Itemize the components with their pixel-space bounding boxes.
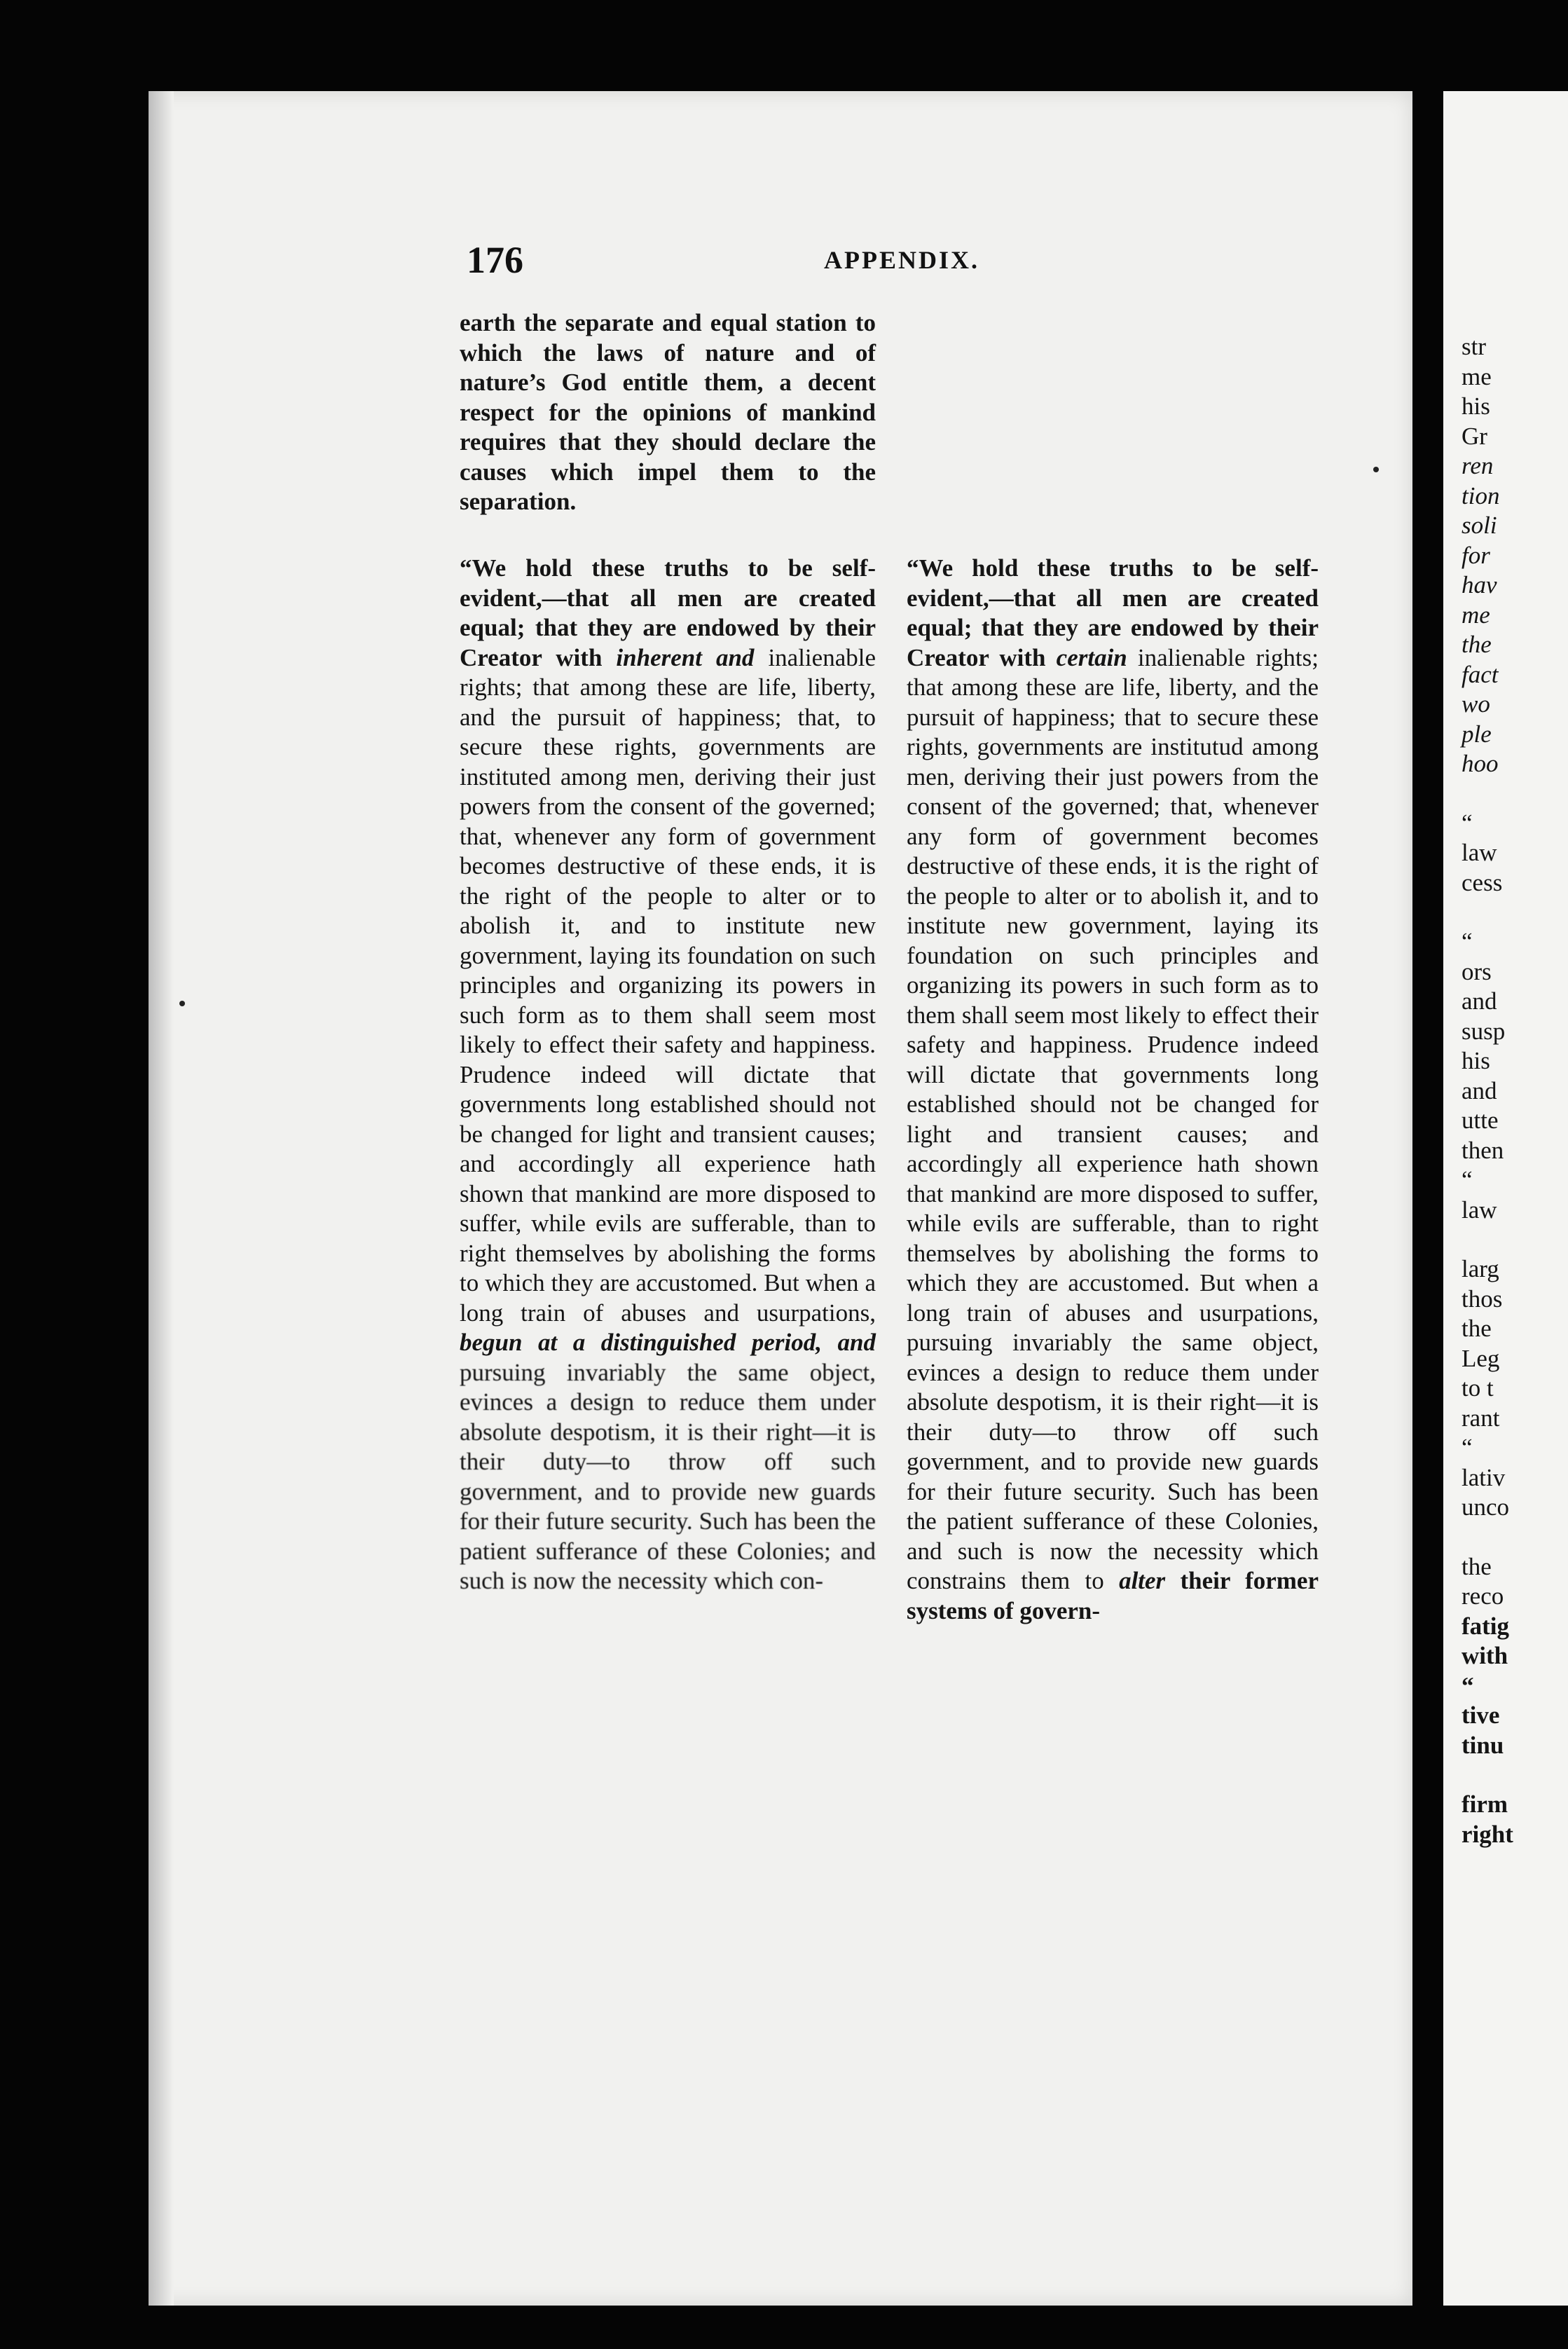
intro-paragraph xyxy=(460,308,876,517)
facing-page-fragment: his xyxy=(1462,1047,1490,1074)
facing-page-fragment: fatig xyxy=(1462,1612,1510,1640)
right-column-lead: “We hold these truths to be self-evident,—that all men are created equal; that they are endowed by their Creator with xyxy=(907,554,1319,671)
facing-page-fragment: tinu xyxy=(1462,1731,1504,1759)
ink-speck xyxy=(179,1001,185,1006)
facing-page-fragment: to t xyxy=(1462,1374,1494,1402)
facing-page-fragment: unco xyxy=(1462,1493,1510,1521)
facing-page-fragment: thos xyxy=(1462,1285,1503,1313)
ink-speck xyxy=(1373,467,1379,472)
facing-page-fragment: the xyxy=(1462,631,1492,658)
facing-page-fragment: right xyxy=(1462,1820,1513,1848)
left-column-part-3: pursuing invariably the same object, evinces a design to reduce them under absolute despotism, it is their right—it is their duty—to throw off such government, and to provide new guards for their future security. Such has been the patient sufferance of these Colonies; and such is now the necessity which con- xyxy=(460,1358,876,1594)
facing-page-fragment: Leg xyxy=(1462,1344,1500,1372)
facing-page-fragment: me xyxy=(1462,362,1492,390)
facing-page-fragment: the xyxy=(1462,1552,1492,1580)
left-column-final-text xyxy=(460,554,876,1596)
facing-page-fragment: soli xyxy=(1462,512,1497,539)
facing-page-fragment: “ xyxy=(1462,1434,1473,1461)
left-column-lead: “We hold these truths to be self-evident,—that all men are created equal; that they are endowed by their Creator with xyxy=(460,554,876,671)
facing-page-fragment: “ xyxy=(1462,928,1473,955)
facing-page-fragment: with xyxy=(1462,1642,1508,1669)
facing-page-fragment: law xyxy=(1462,1196,1497,1224)
right-column-part-2: inalienable rights; that among these are life, liberty, and the pursuit of happiness; that to secure these rights, governments are institutud among men, deriving their just powers from the consent of the governed; that, whenever any form of government becomes destructive of these ends, it is the right of the people to alter or to abolish it, and to institute new government, laying its foundation on such principles and organizing its powers in such form as to them shall seem most likely to effect their safety and happiness. Prudence indeed will dictate that governments long established should not be changed for light and transient causes; and accordingly all experience hath shown that mankind are more disposed to suffer, while evils are sufferable, than to right themselves by abolishing the forms to which they are accustomed. But when a long train of abuses and usurpations, pursuing invariably the same object, evinces a design to reduce them under absolute despotism, it is their right—it is their duty—to throw off such government, and to provide new guards for their future security. Such has been the patient sufferance of these Colonies, and such is now the necessity which constrains them to xyxy=(907,643,1319,1594)
facing-page-fragment: and xyxy=(1462,987,1497,1015)
facing-page-fragment: “ xyxy=(1462,1166,1473,1193)
facing-page-fragment: ors xyxy=(1462,957,1492,985)
right-column-emphasis-1: certain xyxy=(1056,643,1127,671)
facing-page-fragment: hav xyxy=(1462,571,1497,598)
running-head: APPENDIX. xyxy=(824,246,979,274)
facing-page-fragment: firm xyxy=(1462,1790,1508,1818)
facing-page-fragment: tive xyxy=(1462,1701,1500,1729)
facing-page-fragment: his xyxy=(1462,392,1490,420)
right-column-paragraph xyxy=(907,554,1319,1626)
facing-page-fragment: Gr xyxy=(1462,422,1487,450)
intro-text: earth the separate and equal station to which the laws of nature and of nature’s God entitle them, a decent respect for the opinions of mankind requires that they should declare the causes which impel them to the separation. xyxy=(460,309,876,515)
facing-page-fragment: “ xyxy=(1462,1671,1474,1699)
facing-page-fragment: and xyxy=(1462,1076,1497,1104)
facing-page-fragment: reco xyxy=(1462,1582,1504,1610)
left-column-emphasis-2: begun at a distinguished period, and xyxy=(460,1329,876,1356)
facing-page-fragment: the xyxy=(1462,1315,1492,1342)
left-column-emphasis-1: inherent and xyxy=(616,643,755,671)
facing-page-fragment: rant xyxy=(1462,1404,1500,1432)
facing-page-fragment: for xyxy=(1462,541,1490,569)
facing-page-edge xyxy=(1443,91,1568,2306)
facing-page-fragment: cess xyxy=(1462,868,1503,896)
right-column-draft-text xyxy=(907,554,1319,1626)
facing-page-fragment: ren xyxy=(1462,452,1494,479)
facing-page-fragment: str xyxy=(1462,333,1486,360)
right-column-emphasis-2: alter xyxy=(1119,1567,1166,1594)
facing-page-fragment: hoo xyxy=(1462,750,1499,777)
left-column-part-2: inalienable rights; that among these are life, liberty, and the pursuit of happiness; that, to secure these rights, governments are instituted among men, deriving their just powers from the consent of the governed; that, whenever any form of government becomes destructive of these ends, it is the right of the people to alter or to abolish it, and to institute new government, laying its foundation on such principles and organizing its powers in such form as to them shall seem most likely to effect their safety and happiness. Prudence indeed will dictate that governments long established should not be changed for light and transient causes; and accordingly all experience hath shown that mankind are more disposed to suffer, while evils are sufferable, than to right themselves by abolishing the forms to which they are accustomed. But when a long train of abuses and usurpations, xyxy=(460,643,876,1327)
left-column-paragraph xyxy=(460,554,876,1596)
facing-page-fragment: law xyxy=(1462,839,1497,866)
facing-page-fragment: “ xyxy=(1462,809,1473,837)
page-number: 176 xyxy=(467,239,523,281)
facing-page-fragment: larg xyxy=(1462,1255,1499,1282)
facing-page-fragment: fact xyxy=(1462,660,1499,688)
page-gutter-shadow xyxy=(149,91,174,2306)
facing-page-fragment: wo xyxy=(1462,690,1490,718)
right-column-part-3: their former systems of govern- xyxy=(907,1567,1319,1624)
facing-page-fragment: me xyxy=(1462,601,1490,629)
facing-page-fragment: utte xyxy=(1462,1107,1499,1134)
facing-page-fragment: tion xyxy=(1462,481,1500,509)
facing-page-fragment: susp xyxy=(1462,1017,1506,1045)
facing-page-fragment: then xyxy=(1462,1136,1504,1164)
facing-page-fragment: lativ xyxy=(1462,1463,1506,1491)
facing-page-fragment: ple xyxy=(1462,720,1492,748)
